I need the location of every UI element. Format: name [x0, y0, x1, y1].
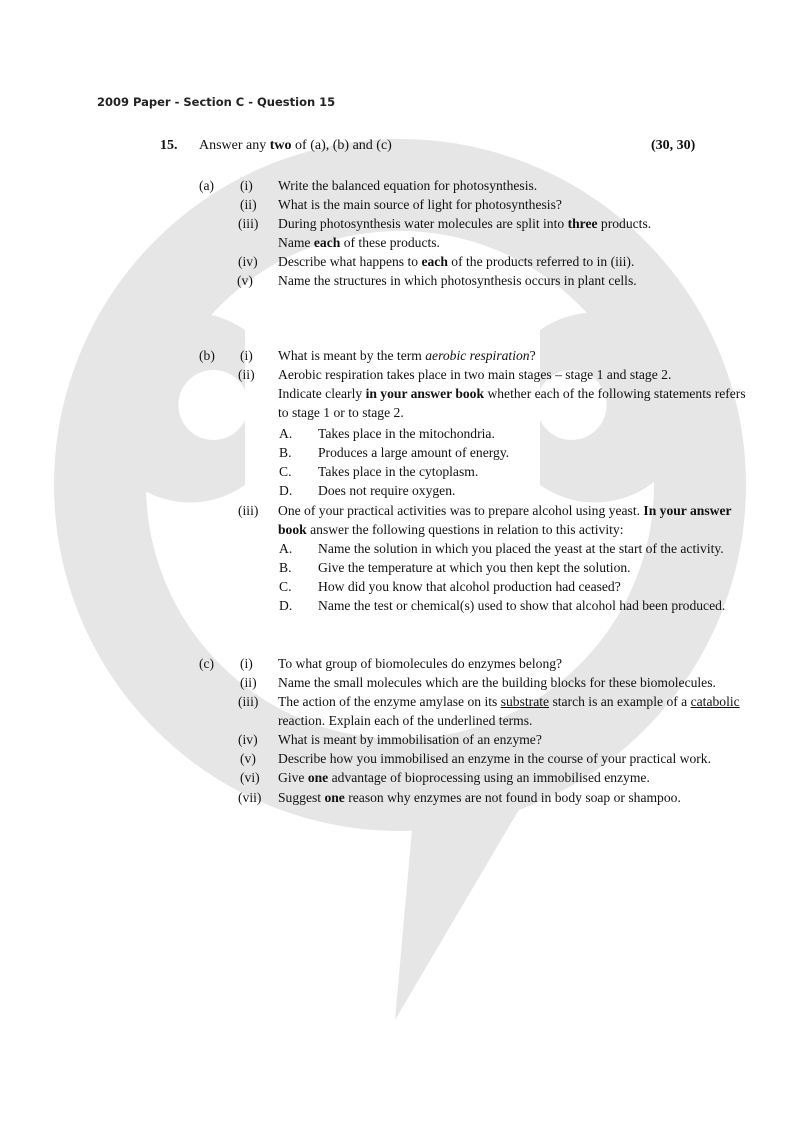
- part-c-label: (c): [199, 656, 215, 671]
- part-c-iv-num: (iv): [238, 732, 258, 747]
- part-b-ii-line2: Indicate clearly in your answer book whether each of the following statements refers: [278, 386, 746, 401]
- part-c-v-num: (v): [240, 751, 256, 766]
- part-a-iii-num: (iii): [238, 216, 259, 231]
- part-b-ii-sub-d-letter: D.: [279, 483, 293, 498]
- part-a-ii-num: (ii): [240, 197, 257, 212]
- part-a-iii-line2: Name each of these products.: [278, 235, 440, 250]
- part-c-ii-num: (ii): [240, 675, 257, 690]
- page-header: 2009 Paper - Section C - Question 15: [97, 95, 336, 109]
- part-b-ii-sub-b-text: Produces a large amount of energy.: [318, 445, 510, 460]
- part-b-iii-line1: One of your practical activities was to prepare alcohol using yeast. In your answer: [278, 503, 732, 518]
- part-b-label: (b): [199, 348, 215, 363]
- part-b-ii-sub-a-text: Takes place in the mitochondria.: [318, 426, 495, 441]
- part-b-ii-sub-c-text: Takes place in the cytoplasm.: [318, 464, 479, 479]
- part-a-v-num: (v): [237, 273, 253, 288]
- question-marks: (30, 30): [651, 138, 696, 153]
- part-b-iii-sub-d-text: Name the test or chemical(s) used to show that alcohol had been produced.: [318, 598, 726, 613]
- part-b-ii-sub-c-letter: C.: [279, 464, 292, 479]
- part-c-vii-text: Suggest one reason why enzymes are not found in body soap or shampoo.: [278, 790, 681, 805]
- part-b-ii-sub-d-text: Does not require oxygen.: [318, 483, 456, 498]
- part-b-iii-sub-d-letter: D.: [279, 598, 293, 613]
- part-b-ii-sub-a-letter: A.: [279, 426, 293, 441]
- part-a-iv-text: Describe what happens to each of the products referred to in (iii).: [278, 254, 635, 269]
- part-c-iii-line1: The action of the enzyme amylase on its substrate starch is an example of a catabolic: [278, 694, 740, 709]
- question-number: 15.: [160, 138, 178, 153]
- part-b-iii-sub-c-letter: C.: [279, 579, 292, 594]
- part-b-ii-line1: Aerobic respiration takes place in two main stages – stage 1 and stage 2.: [278, 367, 672, 382]
- part-b-i-num: (i): [240, 348, 253, 363]
- question-instruction: Answer any two of (a), (b) and (c): [199, 138, 392, 153]
- part-b-i-text: What is meant by the term aerobic respiration?: [278, 348, 536, 363]
- part-a-i-text: Write the balanced equation for photosynthesis.: [278, 178, 538, 193]
- part-b-iii-sub-c-text: How did you know that alcohol production had ceased?: [318, 579, 621, 594]
- part-a-iii-line1: During photosynthesis water molecules are split into three products.: [278, 216, 652, 231]
- part-b-iii-sub-a-letter: A.: [279, 541, 293, 556]
- part-c-v-text: Describe how you immobilised an enzyme in the course of your practical work.: [278, 751, 711, 766]
- part-c-iii-num: (iii): [238, 694, 259, 709]
- part-b-ii-num: (ii): [238, 367, 255, 382]
- part-c-ii-text: Name the small molecules which are the building blocks for these biomolecules.: [278, 675, 716, 690]
- part-c-vii-num: (vii): [238, 790, 262, 805]
- part-b-iii-sub-b-text: Give the temperature at which you then kept the solution.: [318, 560, 631, 575]
- part-b-ii-line3: to stage 1 or to stage 2.: [278, 405, 404, 420]
- part-a-v-text: Name the structures in which photosynthesis occurs in plant cells.: [278, 273, 637, 288]
- part-a-ii-text: What is the main source of light for photosynthesis?: [278, 197, 562, 212]
- part-c-i-num: (i): [240, 656, 253, 671]
- part-a-iv-num: (iv): [238, 254, 258, 269]
- part-c-i-text: To what group of biomolecules do enzymes belong?: [278, 656, 563, 671]
- part-c-vi-num: (vi): [240, 770, 260, 785]
- part-b-iii-sub-a-text: Name the solution in which you placed the yeast at the start of the activity.: [318, 541, 724, 556]
- part-b-ii-sub-b-letter: B.: [279, 445, 292, 460]
- part-c-vi-text: Give one advantage of bioprocessing using an immobilised enzyme.: [278, 770, 650, 785]
- part-c-iii-line2: reaction. Explain each of the underlined terms.: [278, 713, 533, 728]
- part-a-i-num: (i): [240, 178, 253, 193]
- part-c-iv-text: What is meant by immobilisation of an enzyme?: [278, 732, 542, 747]
- part-b-iii-sub-b-letter: B.: [279, 560, 292, 575]
- part-b-iii-num: (iii): [238, 503, 259, 518]
- part-a-label: (a): [199, 178, 215, 193]
- part-b-iii-line2: book answer the following questions in relation to this activity:: [278, 522, 624, 537]
